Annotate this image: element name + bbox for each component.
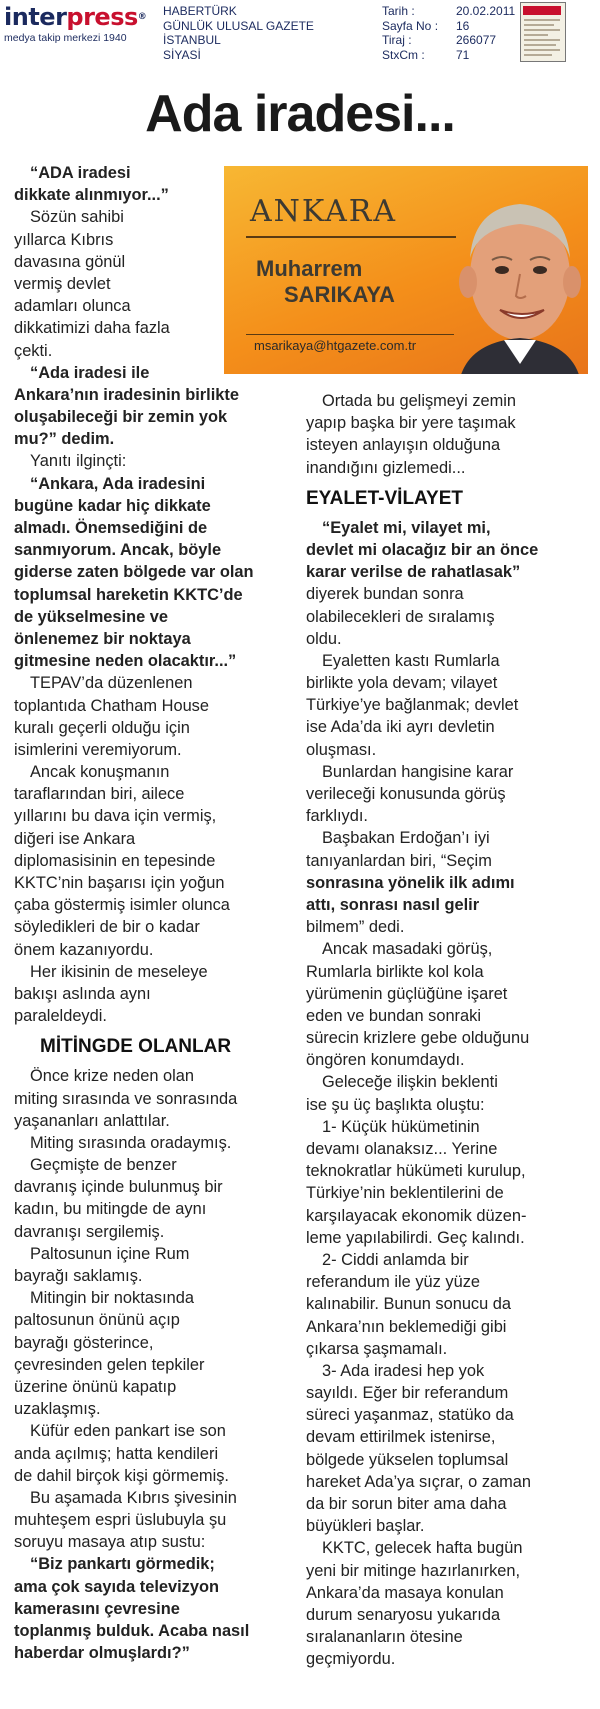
article-line: leme yapılabilirdi. Geç kalındı. xyxy=(306,1228,525,1247)
article-line: Paltosunun içine Rum xyxy=(30,1244,190,1263)
page-thumbnail[interactable] xyxy=(520,2,566,62)
article-line: bilmem” dedi. xyxy=(306,918,405,937)
article-line: diyerek bundan sonra xyxy=(306,585,464,604)
article-line: devamı olanaksız... Yerine xyxy=(306,1140,498,1158)
article-line: Başbakan Erdoğan’ı iyi xyxy=(322,829,490,848)
article-line: büyükleri başlar. xyxy=(306,1517,425,1536)
article-line: yapıp başka bir yere taşımak xyxy=(306,414,516,433)
article-line: Her ikisinin de meseleye xyxy=(30,962,208,981)
article-line: diğeri ise Ankara xyxy=(14,829,136,848)
article-line: çıkarsa şaşmamalı. xyxy=(306,1339,448,1358)
article-line: sanmıyorum. Ancak, böyle xyxy=(14,541,222,560)
interpress-logo xyxy=(4,4,150,50)
article-line: yıllarını bu dava için vermiş, xyxy=(14,807,217,826)
article-line: gitmesine neden olacaktır...” xyxy=(14,652,237,671)
article-line: uzaklaşmış. xyxy=(14,1400,101,1419)
article-line: Küfür eden pankart ise son xyxy=(30,1422,226,1441)
article-line: Bu aşamada Kıbrıs şivesinin xyxy=(30,1488,237,1507)
meta-label: Sayfa No : xyxy=(382,18,439,33)
article-line: önem kazanıyordu. xyxy=(14,940,154,959)
meta-row xyxy=(382,33,515,48)
article-line: almadı. Önemsediğini de xyxy=(14,519,208,537)
article-line: Ancak konuşmanın xyxy=(30,763,170,782)
article-line: paraleldeydi. xyxy=(14,1007,107,1026)
meta-row xyxy=(382,4,515,19)
article-column-right xyxy=(306,390,588,1671)
article-line: TEPAV’da düzenlenen xyxy=(30,674,193,693)
article-column-left xyxy=(14,162,296,1664)
article-line: mu?” dedim. xyxy=(14,430,115,449)
article-line: karşılayacak ekonomik düzen- xyxy=(306,1206,527,1225)
logo-tagline: medya takip merkezi 1940 xyxy=(4,32,127,44)
article-line: dikkate alınmıyor...” xyxy=(14,186,169,205)
article-line: Önce krize neden olan xyxy=(30,1067,195,1086)
article-line: attı, sonrası nasıl gelir xyxy=(306,895,480,914)
article-line: verileceği konusunda görüş xyxy=(306,785,506,803)
article-line: devlet mi olacağız bir an önce xyxy=(306,540,539,559)
article-line: durum senaryosu yukarıda xyxy=(306,1605,501,1624)
article-line: soruyu masaya atıp sustu: xyxy=(14,1533,206,1552)
article-line: oldu. xyxy=(306,629,342,648)
article-line: teknokratlar hükümeti kurulup, xyxy=(306,1162,526,1181)
article-line: Geçmişte de benzer xyxy=(30,1156,177,1175)
article-line: Rumlarla birlikte kol kola xyxy=(306,962,484,981)
logo-registered: ® xyxy=(137,12,147,22)
article-line: Türkiye’ye bağlanmak; devlet xyxy=(306,696,519,715)
article-line: Ancak masadaki görüş, xyxy=(322,940,493,959)
columnist-last-name: SARIKAYA xyxy=(284,282,395,307)
article-line: Bunlardan hangisine karar xyxy=(322,762,514,781)
article-line: Sözün sahibi xyxy=(30,208,124,227)
article-line: üzerine önünü kapatıp xyxy=(14,1377,177,1396)
article-line: sayıldı. Eğer bir referandum xyxy=(306,1384,509,1403)
article-line: yürümenin güçlüğüne işaret xyxy=(306,984,508,1003)
article-line: önlenemez bir noktaya xyxy=(14,629,191,648)
article-line: Ankara’nın iradesinin birlikte xyxy=(14,385,239,404)
section-heading: EYALET-VİLAYET xyxy=(306,487,463,509)
meta-row xyxy=(382,19,515,34)
article-line: öngören konumdaydı. xyxy=(306,1051,465,1070)
article-line: 3- Ada iradesi hep yok xyxy=(322,1361,485,1380)
article-line: devam ettirilmek istenirse, xyxy=(306,1428,496,1447)
article-line: davranış içinde bulunmuş bir xyxy=(14,1178,223,1197)
clipping-header xyxy=(0,0,600,64)
article-line: referandum ile yüz yüze xyxy=(306,1273,481,1292)
article-line: kalınabilir. Bunun sonucu da xyxy=(306,1295,512,1314)
article-line: sürecin krizlere gebe olduğunu xyxy=(306,1029,530,1048)
article-line: bakışı aslında aynı xyxy=(14,984,151,1003)
meta-label: StxCm : xyxy=(382,47,425,62)
publication-line: SİYASİ xyxy=(163,47,201,62)
article-page xyxy=(0,64,600,1709)
article-line: haberdar olmuşlardı?” xyxy=(14,1644,190,1663)
meta-label: Tiraj : xyxy=(382,33,412,47)
article-line: toplumsal hareketin KKTC’de xyxy=(14,585,243,604)
article-line: söyledikleri de bir o kadar xyxy=(14,918,200,937)
article-line: dikkatimizi daha fazla xyxy=(14,319,170,338)
article-line: muhteşem espri üslubuyla şu xyxy=(14,1511,227,1530)
article-line: Geleceğe ilişkin beklenti xyxy=(322,1073,498,1092)
article-line: vermiş devlet xyxy=(14,274,111,293)
article-line: sonrasına yönelik ilk adımı xyxy=(306,873,515,892)
article-line: 2- Ciddi anlamda bir xyxy=(322,1250,469,1269)
article-title: Ada iradesi... xyxy=(145,85,455,143)
article-line: “Biz pankartı görmedik; xyxy=(30,1555,215,1574)
article-line: giderse zaten bölgede var olan xyxy=(14,563,254,582)
article-line: geçmiyordu. xyxy=(306,1650,396,1669)
article-line: davasına gönül xyxy=(14,252,126,271)
meta-label: Tarih : xyxy=(382,4,415,18)
article-line: anda açılmış; hatta kendileri xyxy=(14,1444,219,1463)
article-line: Miting sırasında oradaymış. xyxy=(30,1133,232,1152)
article-line: Ankara’nın beklemediği gibi xyxy=(306,1317,507,1336)
article-line: eden ve bundan sonraki xyxy=(306,1006,481,1025)
columnist-first-name: Muharrem xyxy=(256,256,363,281)
column-city: ANKARA xyxy=(250,194,398,229)
article-line: bölgede yükselen toplumsal xyxy=(306,1450,509,1469)
article-line: 1- Küçük hükümetinin xyxy=(322,1117,480,1136)
article-line: ise Ada’da iki ayrı devletin xyxy=(306,718,495,737)
article-line: ama çok sayıda televizyon xyxy=(14,1577,219,1596)
article-line: KKTC, gelecek hafta bugün xyxy=(322,1539,523,1558)
article-line: yaşananları anlattılar. xyxy=(14,1111,170,1130)
publication-line: HABERTÜRK xyxy=(163,4,237,18)
article-line: toplantıda Chatham House xyxy=(14,696,209,715)
article-line: Ankara’da masaya konulan xyxy=(306,1583,504,1602)
article-line: Mitingin bir noktasında xyxy=(30,1289,194,1308)
article-line: karar verilse de rahatlasak” xyxy=(306,563,521,582)
article-line: bugüne kadar hiç dikkate xyxy=(14,496,211,515)
logo-press: press xyxy=(66,3,138,31)
article-line: tanıyanlardan biri, “Seçim xyxy=(306,851,492,870)
article-line: ise şu üç başlıkta oluştu: xyxy=(306,1095,485,1114)
article-line: kamerasını çevresine xyxy=(14,1599,180,1618)
article-line: çekti. xyxy=(14,341,53,360)
article-line: miting sırasında ve sonrasında xyxy=(14,1089,238,1108)
article-line: çaba göstermiş isimler olunca xyxy=(14,896,230,915)
article-line: Türkiye’nin beklentilerini de xyxy=(306,1184,504,1203)
article-line: de dahil birçok kişi görmemiş. xyxy=(14,1466,229,1485)
columnist-email: msarikaya@htgazete.com.tr xyxy=(254,338,417,353)
article-line: diplomasisinin en tepesinde xyxy=(14,851,216,870)
meta-value: 266077 xyxy=(456,33,497,47)
meta-value: 16 xyxy=(456,18,470,33)
meta-row xyxy=(382,48,515,63)
article-line: de yükselmesine ve xyxy=(14,607,168,626)
article-line: kadın, bu mitingde de aynı xyxy=(14,1200,207,1219)
logo-inter: inter xyxy=(4,3,67,31)
article-line: bayrağı saklamış. xyxy=(14,1267,143,1285)
article-line: “Ankara, Ada iradesini xyxy=(30,474,206,493)
article-line: toplanmış bulduk. Acaba nasıl xyxy=(14,1622,250,1640)
article-line: Eyaletten kastı Rumlarla xyxy=(322,651,500,670)
publication-line: İSTANBUL xyxy=(163,33,221,47)
publication-info xyxy=(163,4,314,62)
article-line: isteyen anlayışın olduğuna xyxy=(306,436,501,455)
article-line: süreci yaşanmaz, statüko da xyxy=(306,1406,514,1425)
article-line: isimlerini veremiyorum. xyxy=(14,740,182,759)
article-line: hareket Ada’ya sıçrar, o zaman xyxy=(306,1472,532,1491)
article-line: taraflarından biri, ailece xyxy=(14,785,185,804)
article-line: yıllarca Kıbrıs xyxy=(14,230,114,249)
article-line: inandığını gizlemedi... xyxy=(306,458,466,477)
article-line: birlikte yola devam; vilayet xyxy=(306,674,498,693)
meta-value: 20.02.2011 xyxy=(456,4,516,18)
article-line: KKTC’nin başarısı için yoğun xyxy=(14,874,225,892)
article-line: “Eyalet mi, vilayet mi, xyxy=(322,518,491,537)
article-line: çevresinden gelen tepkiler xyxy=(14,1355,205,1374)
clipping-meta xyxy=(382,4,515,62)
article-line: sıralananların ötesine xyxy=(306,1628,463,1647)
article-line: “ADA iradesi xyxy=(30,164,131,182)
article-line: bayrağı gösterince, xyxy=(14,1333,154,1352)
article-line: adamları olunca xyxy=(14,297,131,316)
columnist-portrait xyxy=(440,178,588,374)
article-line: Yanıtı ilginçti: xyxy=(30,452,127,471)
article-line: farklıydı. xyxy=(306,807,368,826)
publication-line: GÜNLÜK ULUSAL GAZETE xyxy=(163,18,314,33)
article-line: oluşması. xyxy=(306,740,377,759)
article-line: paltosunun önünü açıp xyxy=(14,1311,180,1330)
meta-value: 71 xyxy=(456,47,470,62)
article-line: “Ada iradesi ile xyxy=(30,363,150,382)
section-heading: MİTİNGDE OLANLAR xyxy=(40,1036,232,1058)
article-line: davranışı sergilemiş. xyxy=(14,1222,165,1241)
article-line: kuralı geçerli olduğu için xyxy=(14,718,190,737)
article-line: da bir sorun biter ama daha xyxy=(306,1495,507,1513)
article-line: Ortada bu gelişmeyi zemin xyxy=(322,392,517,410)
article-line: olabilecekleri de sıralamış xyxy=(306,607,495,626)
article-line: yeni bir mitinge hazırlanırken, xyxy=(306,1561,521,1580)
article-line: oluşabileceği bir zemin yok xyxy=(14,408,228,427)
